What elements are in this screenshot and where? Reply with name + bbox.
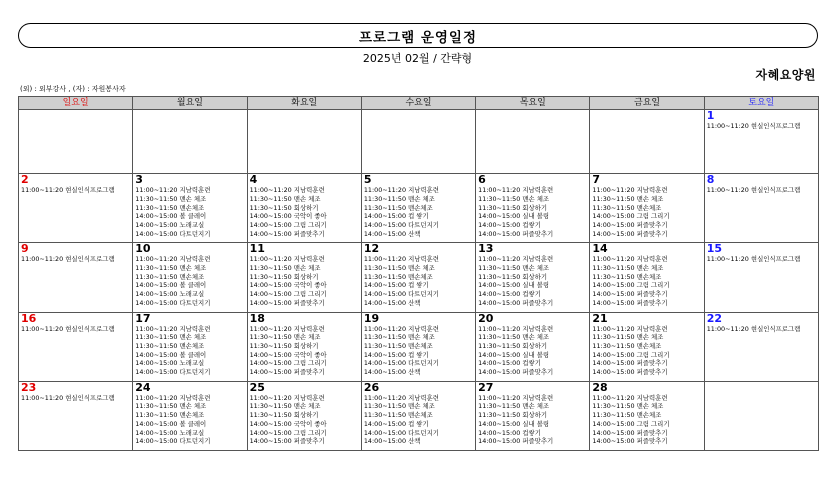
day-cell <box>361 110 475 174</box>
week-row <box>19 174 819 243</box>
day-cell <box>247 381 361 450</box>
event-item: 11:30~11:50 맨손 체조 <box>592 264 664 273</box>
event-item: 14:00~15:00 다트던지기 <box>363 290 439 299</box>
calendar-table <box>18 96 819 451</box>
day-number: 18 <box>249 312 265 325</box>
event-item: 14:00~15:00 다트던지기 <box>135 368 211 377</box>
event-item: 14:00~15:00 퍼즐맞추기 <box>249 229 325 238</box>
event-item: 11:30~11:50 맨손 체조 <box>249 333 321 342</box>
event-item: 14:00~15:00 퍼즐맞추기 <box>592 428 668 437</box>
event-item: 14:00~15:00 컵쌓기 <box>478 290 541 299</box>
event-item: 14:00~15:00 컵쌓기 <box>478 221 541 229</box>
day-cell <box>590 110 704 174</box>
event-item: 11:30~11:50 맨손 체조 <box>135 194 207 203</box>
day-number: 25 <box>249 381 265 394</box>
event-item: 14:00~15:00 국악이 좋아 <box>249 419 327 428</box>
day-number: 17 <box>135 312 151 325</box>
day-number: 7 <box>592 173 601 187</box>
event-item: 11:30~11:50 맨손 체조 <box>363 194 435 203</box>
event-item: 14:00~15:00 그림 그리기 <box>249 290 327 299</box>
day-cell <box>704 312 818 381</box>
event-item: 11:00~11:20 지남력훈련 <box>135 324 211 333</box>
event-item: 11:00~11:20 지남력훈련 <box>478 186 554 195</box>
event-item: 11:00~11:20 지남력훈련 <box>135 186 211 195</box>
day-number: 3 <box>135 173 143 187</box>
event-item: 11:00~11:20 지남력훈련 <box>249 393 325 402</box>
day-number: 11 <box>249 242 265 256</box>
event-item: 11:00~11:20 지남력훈련 <box>592 186 668 195</box>
event-item: 14:00~15:00 퍼즐맞추기 <box>592 298 668 307</box>
event-item: 14:00~15:00 퍼즐맞추기 <box>249 298 325 307</box>
day-cell <box>247 174 361 243</box>
event-item: 11:30~11:50 맨손체조 <box>363 411 433 420</box>
event-item: 14:00~15:00 국악이 좋아 <box>249 281 327 290</box>
event-item: 11:30~11:50 맨손체조 <box>592 411 662 420</box>
event-item: 11:30~11:50 맨손 체조 <box>478 194 550 203</box>
day-cell <box>19 174 133 243</box>
day-number: 24 <box>135 381 151 394</box>
event-item: 14:00~15:00 퍼즐맞추기 <box>592 437 668 446</box>
event-item: 11:00~11:20 지남력훈련 <box>592 255 668 264</box>
event-item: 11:30~11:50 회상하기 <box>478 411 548 420</box>
day-cell <box>19 243 133 312</box>
day-number: 26 <box>363 381 380 394</box>
event-item: 14:00~15:00 다트던지기 <box>135 298 211 307</box>
event-item: 14:00~15:00 컵쌓기 <box>478 428 541 437</box>
event-item: 11:30~11:50 맨손 체조 <box>249 402 321 411</box>
event-item: 14:00~15:00 퍼즐맞추기 <box>592 368 668 377</box>
legend-note: (외) : 외부강사 , (자) : 자원봉사자 <box>20 85 126 93</box>
event-item: 11:30~11:50 맨손 체조 <box>135 402 207 411</box>
day-number: 28 <box>592 381 608 394</box>
event-item: 14:00~15:00 실내 볼링 <box>478 212 550 221</box>
event-item: 11:00~11:20 지남력훈련 <box>135 255 211 264</box>
day-cell <box>590 312 704 381</box>
day-cell <box>361 312 475 381</box>
event-item: 11:30~11:50 맨손체조 <box>363 341 433 350</box>
page-title: 프로그램 운영일정 <box>358 29 478 46</box>
event-item: 11:00~11:20 현실인식프로그램 <box>706 122 801 130</box>
event-item: 11:00~11:20 현실인식프로그램 <box>21 393 115 402</box>
page-title-box <box>18 23 818 48</box>
event-item: 14:00~15:00 노래교실 <box>135 428 205 437</box>
week-row <box>19 243 819 312</box>
day-cell <box>704 243 818 312</box>
event-item: 14:00~15:00 산책 <box>363 229 421 238</box>
event-item: 11:00~11:20 지남력훈련 <box>478 255 554 264</box>
weekday-header-thu: 목요일 <box>476 97 590 110</box>
event-item: 11:30~11:50 맨손체조 <box>363 272 433 281</box>
day-number: 9 <box>21 242 29 256</box>
event-item: 14:00~15:00 퍼즐맞추기 <box>592 229 668 238</box>
event-item: 14:00~15:00 퍼즐맞추기 <box>478 229 554 238</box>
weekday-header-tue: 화요일 <box>247 97 361 110</box>
event-item: 11:00~11:20 지남력훈련 <box>363 186 439 195</box>
event-item: 14:00~15:00 실내 볼링 <box>478 350 550 359</box>
day-number: 5 <box>363 173 372 187</box>
event-item: 14:00~15:00 볼 클레이 <box>135 281 207 290</box>
day-cell <box>476 110 590 174</box>
event-item: 11:00~11:20 지남력훈련 <box>592 324 668 333</box>
event-item: 11:30~11:50 맨손 체조 <box>363 333 435 342</box>
event-item: 14:00~15:00 그림 그리기 <box>592 419 670 428</box>
week-row <box>19 110 819 174</box>
day-cell <box>133 243 247 312</box>
day-cell <box>247 110 361 174</box>
event-item: 14:00~15:00 컵 쌓기 <box>363 281 429 290</box>
event-item: 11:00~11:20 지남력훈련 <box>249 186 325 195</box>
day-cell <box>361 174 475 243</box>
day-cell <box>476 243 590 312</box>
weekday-header-mon: 월요일 <box>133 97 247 110</box>
event-item: 14:00~15:00 퍼즐맞추기 <box>249 368 325 377</box>
event-item: 11:30~11:50 맨손 체조 <box>592 402 664 411</box>
day-cell <box>590 381 704 450</box>
day-cell <box>476 174 590 243</box>
event-item: 11:30~11:50 맨손 체조 <box>249 264 321 273</box>
event-item: 14:00~15:00 그림 그리기 <box>249 428 327 437</box>
day-number: 1 <box>706 109 715 122</box>
event-item: 11:30~11:50 회상하기 <box>249 341 319 350</box>
day-number: 23 <box>21 381 37 394</box>
day-number: 2 <box>21 173 29 187</box>
event-item: 11:30~11:50 회상하기 <box>249 272 319 281</box>
event-item: 11:00~11:20 지남력훈련 <box>363 393 439 402</box>
schedule-subtitle: 2025년 02월 / 간략형 <box>362 52 473 65</box>
weekday-header-fri: 금요일 <box>590 97 704 110</box>
event-item: 11:30~11:50 맨손 체조 <box>363 264 435 273</box>
event-item: 11:00~11:20 지남력훈련 <box>249 324 325 333</box>
week-row <box>19 381 819 450</box>
day-cell <box>19 110 133 174</box>
event-item: 14:00~15:00 퍼즐맞추기 <box>592 359 668 368</box>
event-item: 11:30~11:50 회상하기 <box>249 411 319 420</box>
event-item: 11:30~11:50 회상하기 <box>478 203 548 212</box>
day-cell <box>133 110 247 174</box>
day-cell <box>133 381 247 450</box>
event-item: 11:30~11:50 맨손체조 <box>135 272 205 281</box>
event-item: 14:00~15:00 퍼즐맞추기 <box>478 437 554 446</box>
event-item: 11:00~11:20 지남력훈련 <box>478 324 554 333</box>
event-item: 14:00~15:00 노래교실 <box>135 359 205 368</box>
event-item: 11:30~11:50 맨손 체조 <box>135 264 207 273</box>
event-item: 11:30~11:50 맨손 체조 <box>478 333 550 342</box>
event-item: 14:00~15:00 퍼즐맞추기 <box>478 298 554 307</box>
event-item: 11:30~11:50 회상하기 <box>478 341 548 350</box>
event-item: 14:00~15:00 노래교실 <box>135 290 205 299</box>
event-item: 11:30~11:50 회상하기 <box>249 203 319 212</box>
event-item: 11:00~11:20 지남력훈련 <box>135 393 211 402</box>
day-number: 20 <box>478 312 494 325</box>
event-item: 14:00~15:00 다트던지기 <box>135 229 211 238</box>
day-number: 21 <box>592 312 608 325</box>
day-number: 16 <box>21 312 37 325</box>
day-number: 15 <box>706 242 722 256</box>
weekday-header-wed: 수요일 <box>361 97 475 110</box>
day-number: 10 <box>135 242 151 256</box>
event-item: 14:00~15:00 산책 <box>363 298 421 307</box>
day-cell <box>133 312 247 381</box>
day-number: 27 <box>478 381 494 394</box>
event-item: 11:00~11:20 현실인식프로그램 <box>706 255 801 264</box>
event-item: 11:00~11:20 지남력훈련 <box>363 324 439 333</box>
event-item: 14:00~15:00 그림 그리기 <box>249 221 327 229</box>
calendar-body <box>19 110 819 451</box>
event-item: 11:30~11:50 맨손 체조 <box>249 194 321 203</box>
event-item: 14:00~15:00 컵 쌓기 <box>363 212 429 221</box>
event-item: 14:00~15:00 컵 쌓기 <box>363 419 429 428</box>
event-item: 14:00~15:00 노래교실 <box>135 221 205 229</box>
event-item: 11:30~11:50 맨손체조 <box>592 341 662 350</box>
day-cell <box>704 381 818 450</box>
day-number: 19 <box>363 312 380 325</box>
event-item: 14:00~15:00 산책 <box>363 437 421 446</box>
day-number: 22 <box>706 312 722 325</box>
event-item: 11:00~11:20 현실인식프로그램 <box>706 324 801 333</box>
event-item: 11:30~11:50 맨손체조 <box>135 411 205 420</box>
event-item: 11:30~11:50 맨손체조 <box>135 341 205 350</box>
event-item: 14:00~15:00 볼 클레이 <box>135 419 207 428</box>
day-number: 14 <box>592 242 608 256</box>
event-item: 11:30~11:50 맨손체조 <box>592 203 662 212</box>
event-item: 14:00~15:00 그림 그리기 <box>592 281 670 290</box>
event-item: 14:00~15:00 다트던지기 <box>363 221 439 229</box>
day-number: 8 <box>706 173 715 187</box>
event-item: 14:00~15:00 그림 그리기 <box>592 212 670 221</box>
weekday-header-sun: 일요일 <box>19 97 133 110</box>
event-item: 11:30~11:50 맨손체조 <box>592 272 662 281</box>
day-number: 4 <box>249 173 258 187</box>
event-item: 11:30~11:50 맨손 체조 <box>363 402 435 411</box>
event-item: 14:00~15:00 다트던지기 <box>363 428 439 437</box>
event-item: 11:30~11:50 맨손 체조 <box>478 264 550 273</box>
event-item: 11:00~11:20 현실인식프로그램 <box>706 186 801 195</box>
day-cell <box>247 243 361 312</box>
event-item: 14:00~15:00 퍼즐맞추기 <box>592 221 668 229</box>
day-number: 13 <box>478 242 494 256</box>
event-item: 14:00~15:00 퍼즐맞추기 <box>249 437 325 446</box>
event-item: 11:30~11:50 맨손 체조 <box>592 333 664 342</box>
event-item: 14:00~15:00 실내 볼링 <box>478 419 550 428</box>
event-item: 11:00~11:20 현실인식프로그램 <box>21 186 115 195</box>
event-item: 11:00~11:20 지남력훈련 <box>592 393 668 402</box>
day-cell <box>590 243 704 312</box>
event-item: 14:00~15:00 산책 <box>363 368 421 377</box>
event-item: 14:00~15:00 국악이 좋아 <box>249 212 327 221</box>
event-item: 14:00~15:00 컵 쌓기 <box>363 350 429 359</box>
event-item: 14:00~15:00 볼 클레이 <box>135 350 207 359</box>
day-cell <box>476 381 590 450</box>
day-cell <box>476 312 590 381</box>
event-item: 11:30~11:50 맨손체조 <box>363 203 433 212</box>
event-item: 11:00~11:20 현실인식프로그램 <box>21 255 115 264</box>
event-item: 11:30~11:50 맨손 체조 <box>478 402 550 411</box>
event-item: 11:30~11:50 맨손 체조 <box>592 194 664 203</box>
day-cell <box>133 174 247 243</box>
day-number: 6 <box>478 173 486 187</box>
day-cell <box>19 381 133 450</box>
event-item: 14:00~15:00 실내 볼링 <box>478 281 550 290</box>
event-item: 14:00~15:00 퍼즐맞추기 <box>478 368 554 377</box>
event-item: 11:00~11:20 지남력훈련 <box>249 255 325 264</box>
event-item: 14:00~15:00 컵쌓기 <box>478 359 541 368</box>
week-row <box>19 312 819 381</box>
event-item: 11:00~11:20 현실인식프로그램 <box>21 324 115 333</box>
day-cell <box>590 174 704 243</box>
day-number: 12 <box>363 242 380 256</box>
day-cell <box>361 243 475 312</box>
event-item: 11:00~11:20 지남력훈련 <box>363 255 439 264</box>
event-item: 14:00~15:00 그림 그리기 <box>249 359 327 368</box>
event-item: 11:30~11:50 맨손체조 <box>135 203 205 212</box>
event-item: 14:00~15:00 다트던지기 <box>363 359 439 368</box>
organization-name: 자혜요양원 <box>755 68 816 82</box>
event-item: 14:00~15:00 그림 그리기 <box>592 350 670 359</box>
event-item: 14:00~15:00 볼 클레이 <box>135 212 207 221</box>
event-item: 14:00~15:00 다트던지기 <box>135 437 211 446</box>
event-item: 11:00~11:20 지남력훈련 <box>478 393 554 402</box>
day-cell <box>361 381 475 450</box>
event-item: 14:00~15:00 퍼즐맞추기 <box>592 290 668 299</box>
event-item: 11:30~11:50 회상하기 <box>478 272 548 281</box>
day-cell <box>19 312 133 381</box>
event-item: 11:30~11:50 맨손 체조 <box>135 333 207 342</box>
event-item: 14:00~15:00 국악이 좋아 <box>249 350 327 359</box>
weekday-header-row <box>19 97 819 110</box>
day-cell <box>704 110 818 174</box>
day-cell <box>247 312 361 381</box>
weekday-header-sat: 토요일 <box>704 97 818 110</box>
day-cell <box>704 174 818 243</box>
